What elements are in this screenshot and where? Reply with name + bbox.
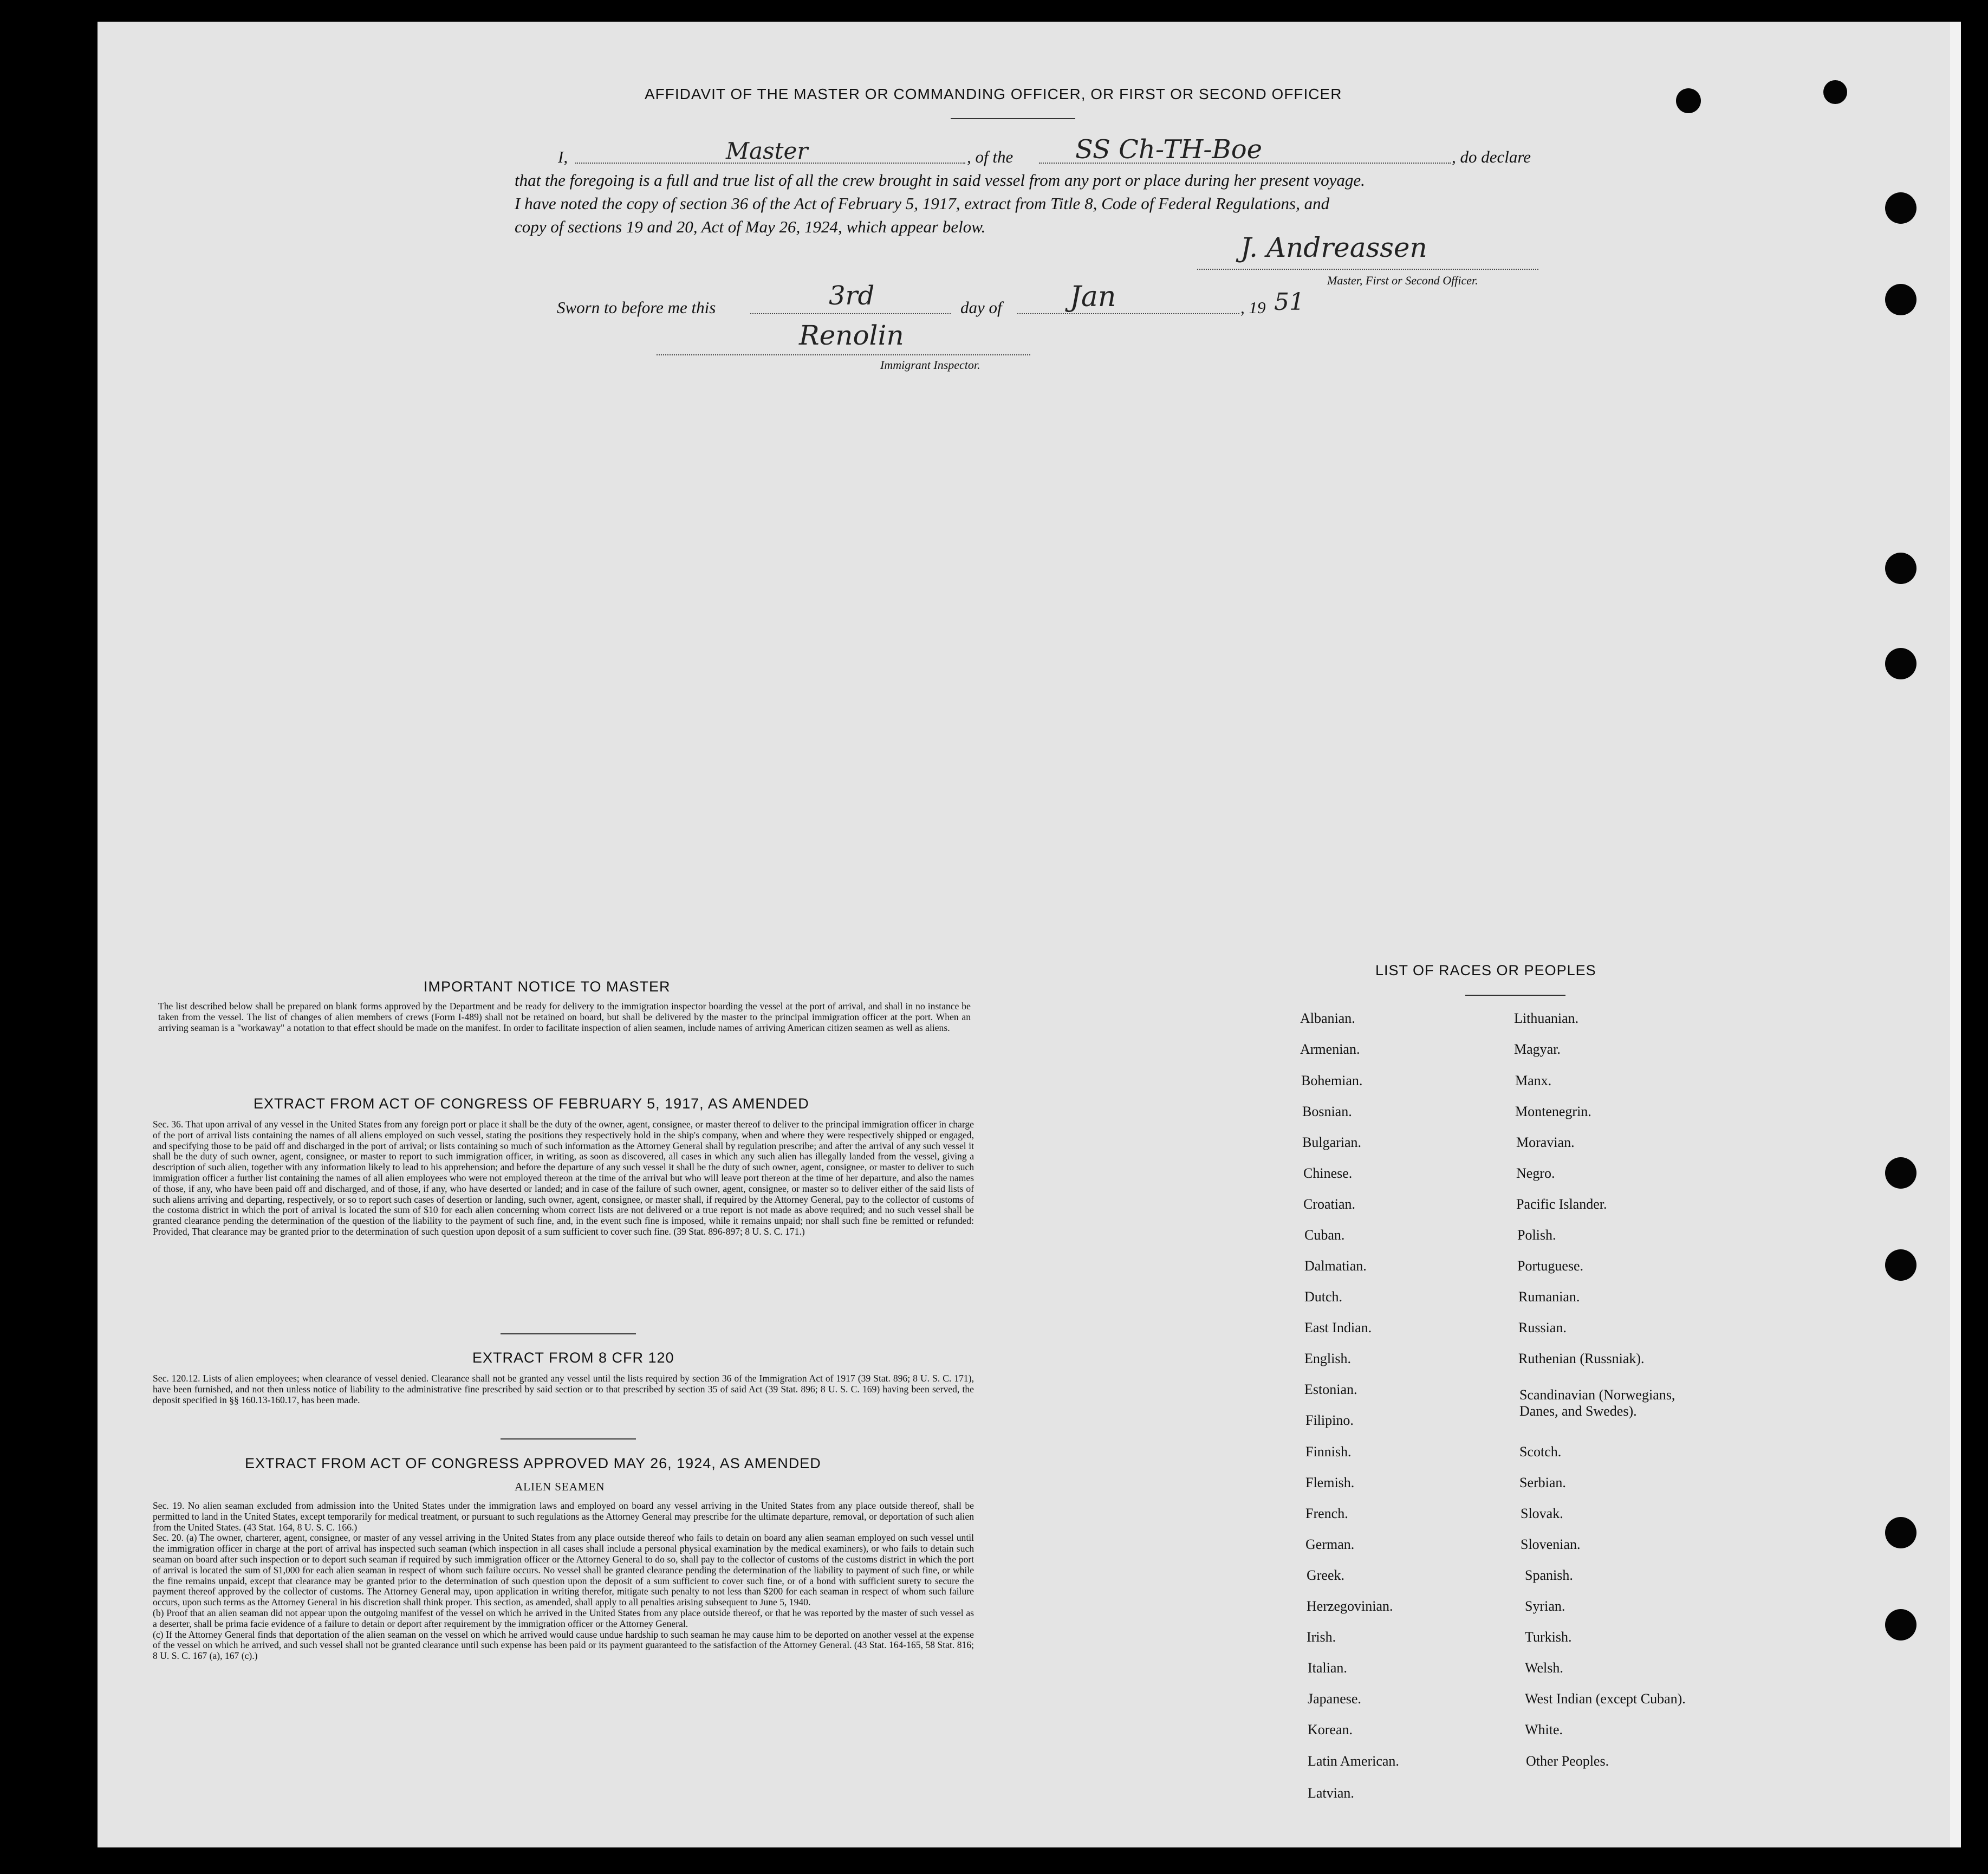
punch-hole [1885,1157,1916,1189]
race-item: German. [1305,1536,1355,1552]
race-item: Welsh. [1525,1660,1563,1676]
race-item: English. [1304,1351,1351,1366]
race-item: Ruthenian (Russniak). [1518,1351,1645,1366]
race-item: West Indian (except Cuban). [1525,1691,1686,1707]
race-item: Manx. [1515,1073,1552,1088]
race-item: Bosnian. [1302,1104,1352,1119]
race-item: Magyar. [1514,1041,1561,1057]
do-declare-label: , do declare [1452,147,1531,166]
race-item: Portuguese. [1517,1258,1584,1274]
race-item: Scotch. [1519,1444,1562,1460]
year-prefix: , 19 [1240,298,1266,317]
page-edge [1950,22,1961,1847]
extract-1924-text [153,1501,974,1662]
race-item: Armenian. [1300,1041,1360,1057]
race-item: Chinese. [1303,1165,1353,1181]
punch-hole [1676,88,1701,113]
master-signature: J. Andreassen [1240,232,1427,263]
race-item: Latin American. [1308,1753,1399,1769]
punch-hole [1885,1609,1916,1640]
inspector-caption: Immigrant Inspector. [880,358,980,372]
race-item: Greek. [1307,1567,1345,1583]
day-handwritten: 3rd [829,281,875,311]
sec-19-text: Sec. 19. No alien seaman excluded from admission into the United States under the immigration laws and employed on board any vessel arriving in the United States from any place outside thereof, shall be permitted to land in the United States, except temporarily for medical treatment, or pursuant to such regulations as the Attorney General may prescribe for the ultimate departure, removal, or deportation of such alien from the United States. (43 Stat. 164, 8 U. S. C. 166.) [153,1500,974,1533]
of-the-label: , of the [967,147,1014,166]
inspector-line [657,354,1030,355]
races-divider [1465,995,1565,996]
punch-hole [1885,284,1916,315]
race-item: Spanish. [1525,1567,1573,1583]
race-item: Scandinavian (Norwegians, Danes, and Swedes). [1519,1387,1675,1419]
section-divider [501,1438,636,1439]
race-item: Latvian. [1308,1785,1354,1801]
sec-20b-text: (b) Proof that an alien seaman did not appear upon the outgoing manifest of the vessel on which he arrived in the United States from any place outside thereof, or that he was reported by the master of such vessel as a deserter, shall be prima facie evidence of a failure to detain or deport after requirement by the immigration officer or the Attorney General. [153,1607,974,1629]
race-item: Herzegovinian. [1307,1598,1393,1614]
month-handwritten: Jan [1070,281,1116,313]
section-divider [501,1333,636,1334]
race-item: Japanese. [1308,1691,1361,1707]
race-item: Montenegrin. [1515,1104,1591,1119]
declaration-line-4: copy of sections 19 and 20, Act of May 26, 1924, which appear below. [515,217,986,236]
race-item: Bulgarian. [1302,1134,1362,1150]
punch-hole [1885,192,1916,224]
sec-20a-text: Sec. 20. (a) The owner, charterer, agent, consignee, or master of any vessel arriving in the United States from any place outside thereof who fails to detain on board any alien seaman employed on such vessel until the immigration officer in charge at the port of arrival has inspected such seaman (which inspection in all cases shall include a personal physical examination by the medical examiners), or who fails to detain such seaman on board after such inspection or to deport such seaman if required by such immigration officer or the Attorney General to do so, shall pay to the collector of customs of the customs district in which the port of arrival is located the sum of $1,000 for each alien seaman in respect of whom such failure occurs. No vessel shall be granted clearance pending the determination of the liability to payment of such fine, or while the fine remains unpaid, except that clearance may be granted prior to the determination of such question upon the deposit of a sum sufficient to cover such fine, or of a bond with sufficient surety to secure the payment thereof approved by the collector of customs. The Attorney General may, upon application in writing therefor, mitigate such penalty to not less than $200 for each seaman in respect of whom such failure occurs, upon such terms as the Attorney General in his discretion shall think proper. This section, as amended, shall apply to all penalties arising subsequent to June 5, 1940. [153,1532,974,1608]
race-item: Russian. [1518,1320,1567,1335]
extract-1917-text: Sec. 36. That upon arrival of any vessel in the United States from any foreign port or place it shall be the duty of the owner, agent, consignee, or master thereof to deliver to the principal immigration officer in charge of the port of arrival lists containing the names of all aliens employed on such vessel, stating the positions they respectively hold in the ship's company, when and where they were respectively shipped or engaged, and specifying those to be paid off and discharged in the port of arrival; or lists containing so much of such information as the Attorney General shall by regulation prescribe; and after the arrival of any such vessel it shall be the duty of such owner, agent, consignee, or master to report to such immigration officer, in writing, as soon as discovered, all cases in which any such alien has illegally landed from the vessel, giving a description of such alien, together with any information likely to lead to his apprehension; and before the departure of any such vessel it shall be the duty of such owner, agent, consignee, or master to deliver to such immigration officer a further list containing the names of all alien employees who were not employed thereon at the time of the arrival but who will leave port thereon at the time of her departure, and also the names of those, if any, who have been paid off and discharged, and of those, if any, who have deserted or landed; and in case of the failure of such owner, agent, consignee, or master so to deliver either of the said lists of such aliens arriving and departing, respectively, or so to report such cases of desertion or landing, such owner, agent, consignee, or master shall, if required by the Attorney General, pay to the collector of customs of the costoma district in which the port of arrival is located the sum of $10 for each alien concerning whom correct lists are not delivered or a true report is not made as above required; and no such vessel shall be granted clearance pending the determination of the question of the liability to the payment of such fine, and, in the event such fine is imposed, while it remains unpaid; nor shall such fine be remitted or refunded: Provided, That clearance may be granted prior to the determination of such question upon deposit of a sum sufficient to cover such fine. (39 Stat. 896-897; 8 U. S. C. 171.) [153,1119,974,1237]
race-item: Finnish. [1305,1444,1352,1460]
year-handwritten: 51 [1274,288,1304,316]
declaration-line-3: I have noted the copy of section 36 of the Act of February 5, 1917, extract from Title 8, Code of Federal Regulations, and [515,194,1330,213]
vessel-handwritten: SS Ch-TH-Boe [1075,134,1262,165]
race-item: Dutch. [1304,1289,1343,1305]
races-heading: LIST OF RACES OR PEOPLES [1375,962,1596,978]
punch-hole [1885,1517,1916,1548]
punch-hole [1885,1249,1916,1281]
punch-hole [1885,553,1916,584]
officer-handwritten: Master [726,138,808,164]
race-item: Flemish. [1305,1475,1355,1490]
day-blank [750,313,951,314]
notice-heading: IMPORTANT NOTICE TO MASTER [424,978,671,995]
race-item: French. [1305,1506,1348,1521]
race-item: Korean. [1308,1722,1353,1737]
affidavit-title: AFFIDAVIT OF THE MASTER OR COMMANDING OFFICER, OR FIRST OR SECOND OFFICER [645,86,1342,102]
signature-caption: Master, First or Second Officer. [1327,274,1478,287]
alien-seamen-subheading: ALIEN SEAMEN [515,1480,605,1493]
punch-hole [1823,80,1847,104]
i-label: I, [558,147,568,166]
title-divider [951,118,1075,119]
extract-1917-heading: EXTRACT FROM ACT OF CONGRESS OF FEBRUARY 5, 1917, AS AMENDED [254,1095,809,1112]
race-item: East Indian. [1304,1320,1372,1335]
race-item: Slovenian. [1521,1536,1581,1552]
punch-hole [1885,648,1916,679]
race-item: Slovak. [1521,1506,1563,1521]
race-item: Irish. [1307,1629,1336,1645]
race-item: Turkish. [1525,1629,1572,1645]
sec-20c-text: (c) If the Attorney General finds that deportation of the alien seaman on the vessel on which he arrived would cause undue hardship to such seaman he may cause him to be deported on another vessel at the expense of the vessel on which he arrived, and such vessel shall not be granted clearance until such expense has been paid or its payment guaranteed to the satisfaction of the Attorney General. (43 Stat. 164-165, 58 Stat. 816; 8 U. S. C. 167 (a), 167 (c).) [153,1629,974,1662]
race-item: Bohemian. [1301,1073,1363,1088]
race-item: Serbian. [1519,1475,1566,1490]
race-item: Syrian. [1525,1598,1565,1614]
race-item: Albanian. [1300,1010,1355,1026]
race-item: Croatian. [1303,1196,1356,1212]
race-item: Lithuanian. [1514,1010,1579,1026]
race-item: Pacific Islander. [1516,1196,1607,1212]
sworn-label: Sworn to before me this [557,298,716,317]
month-blank [1017,313,1239,314]
race-item: Polish. [1517,1227,1556,1243]
declaration-line-2: that the foregoing is a full and true list of all the crew brought in said vessel from any port or place during her present voyage. [515,171,1365,190]
extract-cfr-heading: EXTRACT FROM 8 CFR 120 [472,1350,674,1366]
race-item: Dalmatian. [1304,1258,1367,1274]
race-item: Moravian. [1516,1134,1575,1150]
race-item: White. [1525,1722,1563,1737]
race-item: Cuban. [1304,1227,1345,1243]
race-item: Other Peoples. [1526,1753,1609,1769]
signature-line [1197,269,1538,270]
extract-1924-heading: EXTRACT FROM ACT OF CONGRESS APPROVED MAY 26, 1924, AS AMENDED [245,1455,821,1471]
race-item: Filipino. [1305,1412,1354,1428]
notice-text: The list described below shall be prepared on blank forms approved by the Department and be ready for delivery to the immigration inspector boarding the vessel at the port of arrival, and shall in no instance be taken from the vessel. The list of changes of alien members of crews (Form I-489) shall not be retained on board, but shall be delivered by the master to the principal immigration officer at the port. When an arriving seaman is a "workaway" a notation to that effect should be made on the manifest. In order to facilitate inspection of alien seamen, include names of arriving American citizen seamen as well as aliens. [158,1001,971,1033]
inspector-signature: Renolin [799,320,904,351]
extract-cfr-text: Sec. 120.12. Lists of alien employees; when clearance of vessel denied. Clearance shall not be granted any vessel until the lists required by section 36 of the Immigration Act of 1917 (39 Stat. 896; 8 U. S. C. 171), have been furnished, and not then unless notice of liability to the administrative fine prescribed by said section or to that prescribed by section 35 of said Act (39 Stat. 896; 8 U. S. C. 169) having been served, the deposit specified in §§ 160.13-160.17, has been made. [153,1373,974,1405]
day-of-label: day of [960,298,1002,317]
race-item: Estonian. [1304,1382,1357,1397]
race-item: Rumanian. [1518,1289,1580,1305]
race-item: Negro. [1516,1165,1555,1181]
race-item: Italian. [1308,1660,1347,1676]
